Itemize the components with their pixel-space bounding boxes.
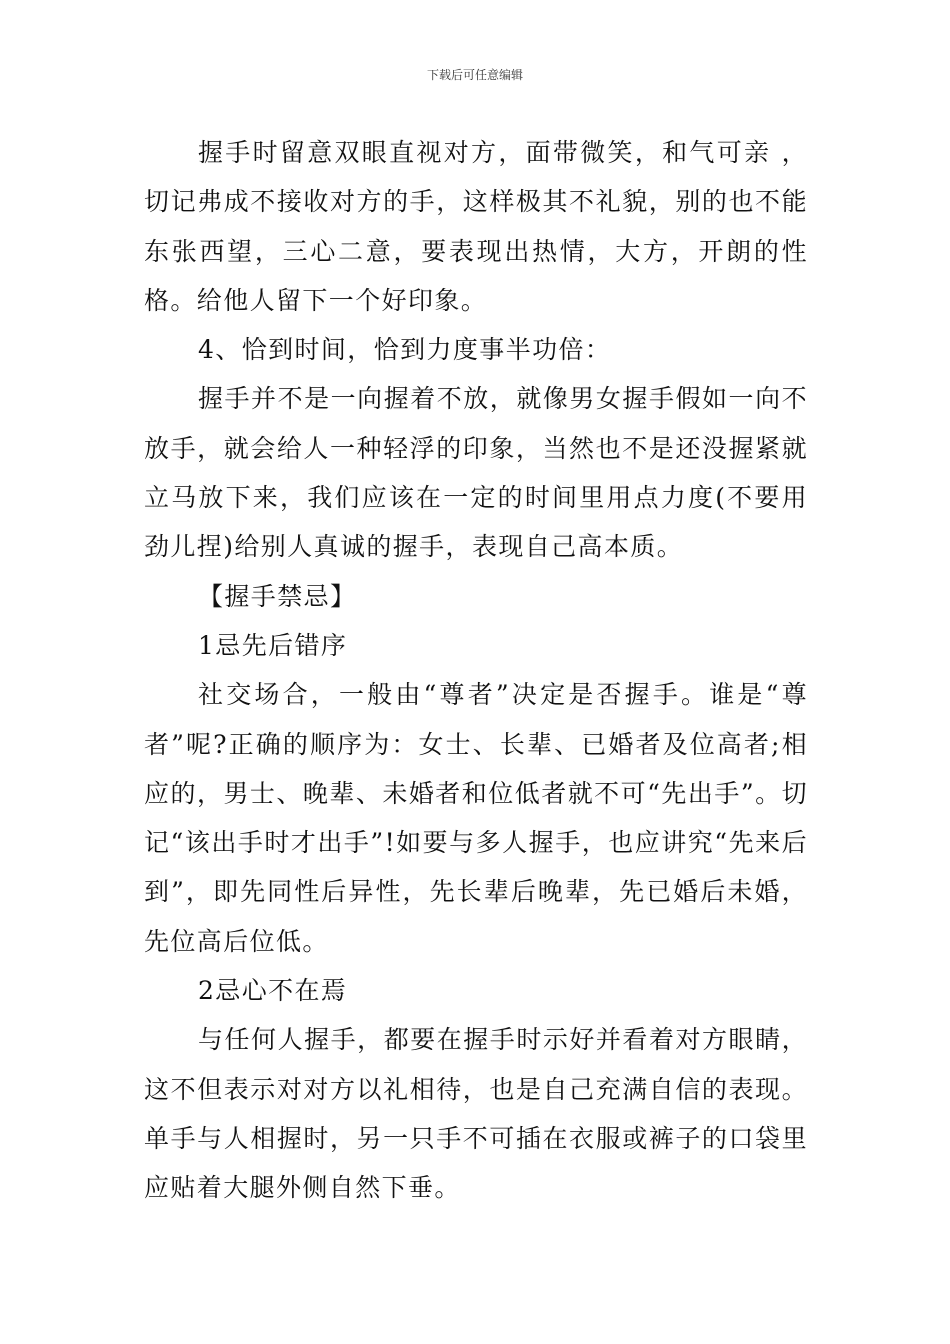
paragraph-timing-strength: 握手并不是一向握着不放，就像男女握手假如一向不放手，就会给人一种轻浮的印象，当然也不是还没握紧就立马放下来，我们应该在一定的时间里用点力度(不要用劲儿捏)给别人真诚的握手，表现自己高本质。	[144, 384, 808, 562]
document-body	[144, 128, 808, 1213]
heading-taboo-2: 2忌心不在焉	[198, 976, 348, 1006]
paragraph-handshake-eye-contact: 握手时留意双眼直视对方，面带微笑，和气可亲 ，切记弗成不接收对方的手，这样极其不礼貌，别的也不能东张西望，三心二意，要表现出热情，大方，开朗的性格。给他人留下一个好印象。	[144, 138, 808, 315]
heading-taboo-1: 1忌先后错序	[198, 630, 348, 660]
paragraph-taboo-2: 与任何人握手，都要在握手时示好并看着对方眼睛，这不但表示对对方以礼相待，也是自己充满自信的表现。单手与人相握时，另一只手不可插在衣服或裤子的口袋里应贴着大腿外侧自然下垂。	[144, 1025, 808, 1203]
section-title-taboos: 【握手禁忌】	[198, 581, 357, 611]
page-header: 下载后可任意编辑	[426, 68, 523, 82]
paragraph-taboo-1: 社交场合，一般由“尊者”决定是否握手。谁是“尊者”呢?正确的顺序为：女士、长辈、已婚者及位高者;相应的，男士、晚辈、未婚者和位低者就不可“先出手”。切记“该出手时才出手”!如要与多人握手，也应讲究“先来后到”，即先同性后异性，先长辈后晚辈，先已婚后未婚，先位高后位低。	[144, 680, 808, 956]
heading-timing-strength: 4、恰到时间，恰到力度事半功倍：	[198, 335, 612, 365]
